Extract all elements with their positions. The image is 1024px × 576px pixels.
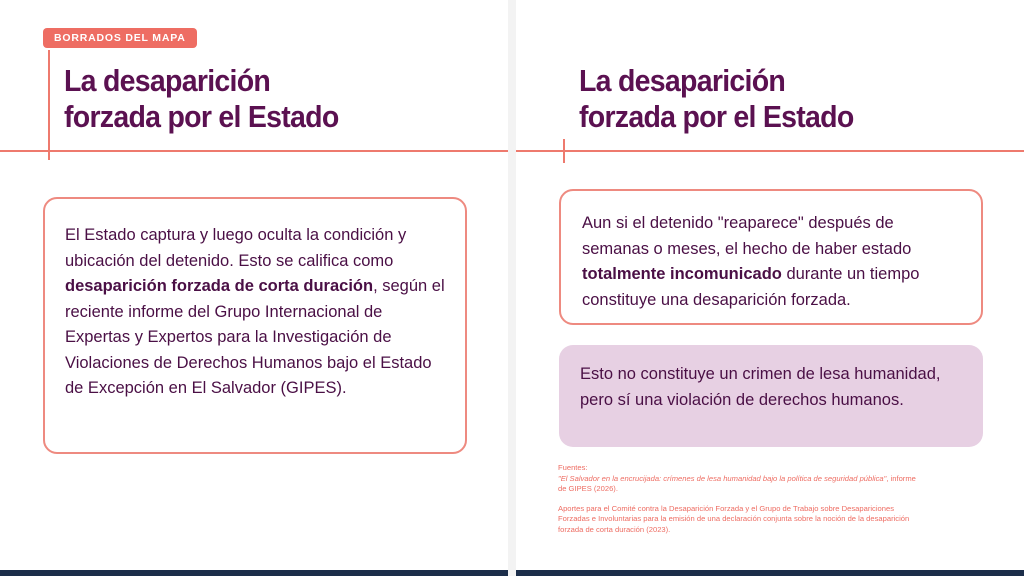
source-ref-1-title: "El Salvador en la encrucijada: crímenes de lesa humanidad bajo la política de seguridad pública" <box>558 473 887 483</box>
bottom-bar <box>516 570 1024 576</box>
title-line-1: La desaparición <box>64 63 271 98</box>
title-line-2: forzada por el Estado <box>64 99 339 134</box>
source-ref-2: Aportes para el Comité contra la Desaparición Forzada y el Grupo de Trabajo sobre Desapariciones Forzadas e Involuntarias para la emisión de una declaración conjunta sobre la noción de la desaparición forzada de corta duración (2023). <box>558 503 910 534</box>
title-line-1: La desaparición <box>579 63 786 98</box>
card-text-highlight: totalmente incomunicado <box>582 265 782 283</box>
bottom-bar <box>0 570 508 576</box>
card-text-end: , según el reciente informe del Grupo Internacional de Expertas y Expertos para la Investigación de Violaciones de Derechos Humanos bajo el Estado de Excepción en El Salvador (GIPES). <box>65 277 445 397</box>
info-card <box>43 197 467 454</box>
title-line-2: forzada por el Estado <box>579 99 854 134</box>
sources-label: Fuentes: <box>558 463 588 472</box>
card-text-start: Aun si el detenido "reaparece" después de semanas o meses, el hecho de haber estado <box>582 214 912 258</box>
slide-title <box>579 63 854 135</box>
left-slide <box>0 0 508 576</box>
info-card <box>559 189 983 325</box>
source-ref-1 <box>558 474 918 495</box>
card-text-start: El Estado captura y luego oculta la condición y ubicación del detenido. Esto se califica como <box>65 226 407 270</box>
highlight-card <box>559 345 983 447</box>
title-horizontal-rule <box>516 150 1024 152</box>
card-text-highlight: desaparición forzada de corta duración <box>65 277 374 295</box>
section-badge: BORRADOS DEL MAPA <box>43 28 197 48</box>
title-horizontal-rule <box>0 150 508 152</box>
right-slide <box>516 0 1024 576</box>
sources-block <box>558 463 918 536</box>
highlight-card-text: Esto no constituye un crimen de lesa humanidad, pero sí una violación de derechos humanos. <box>580 365 941 409</box>
slide-title <box>64 63 339 135</box>
title-vertical-rule <box>48 50 50 160</box>
source-ref-1-rest: , informe de GIPES (2026). <box>558 473 916 494</box>
card-text-end: durante un tiempo constituye una desaparición forzada. <box>582 265 920 309</box>
